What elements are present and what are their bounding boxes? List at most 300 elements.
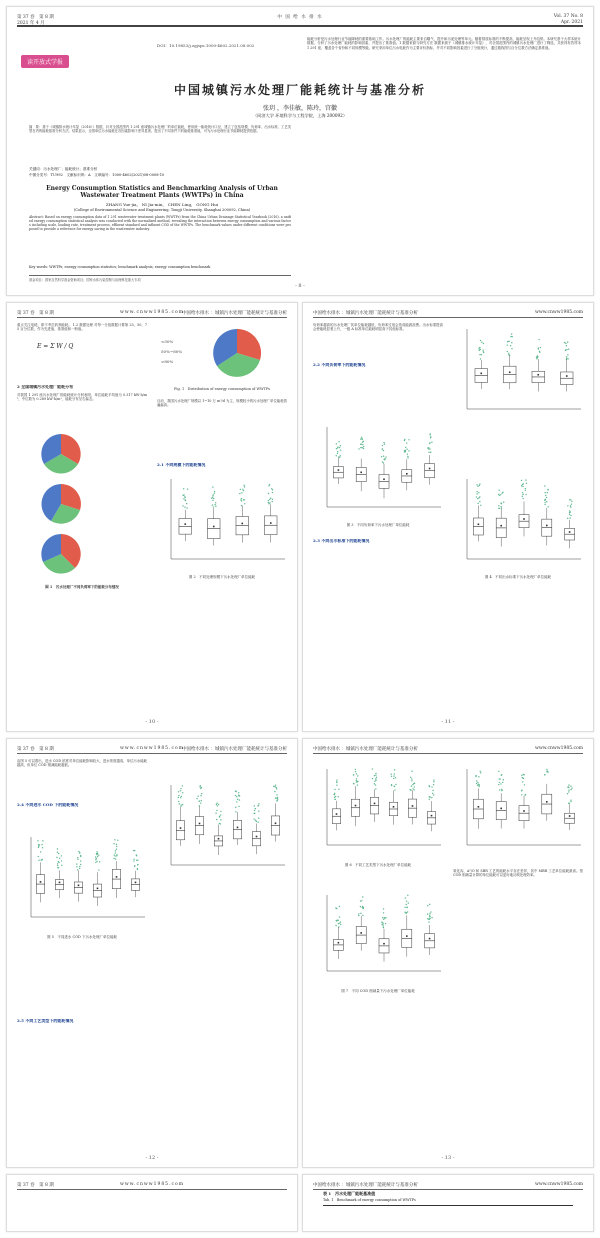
outlier-point (244, 503, 245, 504)
outlier-point (336, 448, 337, 449)
mean-marker (480, 373, 482, 375)
boxplot-figure-3b (453, 323, 585, 423)
outlier-point (339, 916, 340, 917)
outlier-point (276, 794, 277, 795)
pie-legend-item: >80% (161, 359, 174, 364)
outlier-point (238, 792, 239, 793)
outlier-point (57, 863, 58, 864)
header-volume: 第 37 卷 第 8 期 (17, 1183, 54, 1188)
outlier-point (482, 349, 483, 350)
outlier-point (180, 806, 181, 807)
outlier-point (356, 782, 357, 783)
outlier-point (507, 351, 508, 352)
outlier-point (137, 860, 138, 861)
outlier-point (61, 860, 62, 861)
outlier-point (241, 505, 242, 506)
outlier-point (116, 846, 117, 847)
outlier-point (136, 860, 137, 861)
outlier-point (405, 447, 406, 448)
outlier-point (544, 502, 545, 503)
outlier-point (429, 799, 430, 800)
outlier-point (375, 784, 376, 785)
outlier-point (477, 782, 478, 783)
outlier-point (430, 436, 431, 437)
outlier-point (216, 804, 217, 805)
outlier-point (217, 805, 218, 806)
outlier-point (394, 789, 395, 790)
boxplot-figure-5 (17, 831, 149, 931)
outlier-point (340, 921, 341, 922)
mean-marker (429, 938, 431, 940)
outlier-point (241, 498, 242, 499)
outlier-point (199, 800, 200, 801)
outlier-point (338, 789, 339, 790)
outlier-point (276, 788, 277, 789)
outlier-point (407, 454, 408, 455)
outlier-point (523, 774, 524, 775)
outlier-point (521, 480, 522, 481)
outlier-point (405, 897, 406, 898)
outlier-point (180, 797, 181, 798)
body-text: 氧化沟、A²/O 和 SBR 工艺的能耗水平存在差异，其中 MBR 工艺单位能耗最高。按 COD 削减量计算的单位能耗可以更好地反映处理效率。 (453, 869, 583, 878)
mean-marker (78, 885, 80, 887)
pie-chart-1 (41, 434, 80, 473)
outlier-point (183, 494, 184, 495)
mean-marker (429, 468, 431, 470)
outlier-point (498, 784, 499, 785)
outlier-point (182, 505, 183, 506)
outlier-point (272, 489, 273, 490)
outlier-point (431, 917, 432, 918)
mean-marker (523, 810, 525, 812)
mean-marker (500, 808, 502, 810)
outlier-point (244, 486, 245, 487)
mean-marker (546, 525, 548, 527)
outlier-point (499, 782, 500, 783)
outlier-point (334, 799, 335, 800)
outlier-point (568, 784, 569, 785)
outlier-point (476, 491, 477, 492)
outlier-point (214, 504, 215, 505)
outlier-point (404, 907, 405, 908)
outlier-point (569, 514, 570, 515)
outlier-point (544, 504, 545, 505)
mean-marker (523, 518, 525, 520)
outlier-point (180, 788, 181, 789)
subsection-heading: 2.1 不同规模下的能耗情况 (157, 463, 206, 467)
outlier-point (235, 790, 236, 791)
outlier-point (184, 506, 185, 507)
outlier-point (429, 915, 430, 916)
outlier-point (116, 844, 117, 845)
outlier-point (268, 500, 269, 501)
mean-marker (270, 522, 272, 524)
figure-caption: 图 4 不同出水标准下污水处理厂单位能耗 (484, 575, 552, 579)
subsection-heading: 2.2 不同负荷率下的能耗情况 (313, 363, 366, 367)
outlier-point (356, 778, 357, 779)
pie-chart-large (157, 323, 287, 383)
outlier-point (501, 775, 502, 776)
outlier-point (483, 343, 484, 344)
outlier-point (476, 496, 477, 497)
journal-url[interactable]: www.cnww1985.com (120, 1182, 184, 1187)
outlier-point (383, 927, 384, 928)
outlier-point (268, 493, 269, 494)
outlier-point (187, 488, 188, 489)
mean-marker (97, 888, 99, 890)
mean-marker (383, 478, 385, 480)
keywords-en: Key words: WWTPs; energy consumption statistics; benchmark analysis; energy consumption benchmark (29, 265, 211, 269)
subsection-heading: 2.4 不同进水 COD 下的能耗情况 (17, 803, 79, 807)
outlier-point (80, 860, 81, 861)
outlier-point (179, 803, 180, 804)
outlier-point (522, 484, 523, 485)
outlier-point (376, 777, 377, 778)
outlier-point (115, 850, 116, 851)
mean-marker (336, 813, 338, 815)
page-header (17, 1181, 287, 1190)
outlier-point (353, 774, 354, 775)
header-date: 2021 年 4 月 (17, 21, 45, 26)
figure-caption: 图 6 不同工艺类型下污水处理厂单位能耗 (344, 863, 412, 867)
outlier-point (571, 501, 572, 502)
outlier-point (381, 924, 382, 925)
outlier-point (220, 814, 221, 815)
outlier-point (571, 787, 572, 788)
outlier-point (570, 799, 571, 800)
outlier-point (538, 348, 539, 349)
outlier-point (570, 789, 571, 790)
outlier-point (360, 447, 361, 448)
outlier-point (431, 786, 432, 787)
affiliation-cn: （同济大学 环境科学与工程学院，上海 200092） (252, 113, 348, 118)
outlier-point (412, 784, 413, 785)
figure-1-caption: 图 1 污水处理厂不同负荷率下的能耗分布情况 (45, 585, 119, 589)
outlier-point (566, 345, 567, 346)
outlier-point (114, 839, 115, 840)
outlier-point (340, 455, 341, 456)
outlier-point (216, 803, 217, 804)
outlier-point (476, 783, 477, 784)
outlier-point (498, 508, 499, 509)
outlier-point (375, 780, 376, 781)
outlier-point (235, 807, 236, 808)
journal-url[interactable]: www.cnww1985.com (535, 1182, 583, 1187)
outlier-point (408, 450, 409, 451)
outlier-point (273, 786, 274, 787)
outlier-point (115, 852, 116, 853)
outlier-point (275, 797, 276, 798)
outlier-point (547, 489, 548, 490)
outlier-point (540, 347, 541, 348)
outlier-point (180, 804, 181, 805)
header-title: 中国给水排水 ：城镇污水处理厂能耗统计与基准分析 (313, 311, 418, 316)
outlier-point (507, 341, 508, 342)
journal-url[interactable]: www.cnww1985.com (535, 746, 583, 751)
outlier-point (336, 785, 337, 786)
outlier-point (42, 840, 43, 841)
page-header (17, 745, 287, 754)
outlier-point (59, 857, 60, 858)
outlier-point (360, 444, 361, 445)
outlier-point (407, 911, 408, 912)
mean-marker (569, 531, 571, 533)
outlier-point (522, 486, 523, 487)
outlier-point (374, 783, 375, 784)
outlier-point (508, 354, 509, 355)
outlier-point (429, 916, 430, 917)
outlier-point (254, 810, 255, 811)
outlier-point (254, 805, 255, 806)
outlier-point (95, 862, 96, 863)
mean-marker (338, 942, 340, 944)
outlier-point (212, 500, 213, 501)
outlier-point (568, 791, 569, 792)
outlier-point (334, 794, 335, 795)
outlier-point (375, 773, 376, 774)
outlier-point (235, 795, 236, 796)
header-title: 中国给水排水 ：城镇污水处理厂能耗统计与基准分析 (313, 1183, 418, 1188)
page-13 (302, 738, 594, 1168)
outlier-point (385, 923, 386, 924)
outlier-point (539, 351, 540, 352)
mean-marker (500, 525, 502, 527)
outlier-point (404, 440, 405, 441)
outlier-point (499, 789, 500, 790)
mean-marker (275, 822, 277, 824)
outlier-point (277, 798, 278, 799)
outlier-point (525, 488, 526, 489)
journal-url[interactable]: www.cnww1985.com (120, 310, 184, 315)
header-title: 中国给水排水 ：城镇污水处理厂能耗统计与基准分析 (182, 747, 287, 752)
body-text: 由图 5 可以看出，进水 COD 浓度对单位能耗影响较大，进水浓度越高，单位污水能耗越高，但单位 COD 削减能耗越低。 (17, 759, 147, 768)
outlier-point (538, 339, 539, 340)
outlier-point (567, 505, 568, 506)
outlier-point (216, 819, 217, 820)
outlier-point (96, 851, 97, 852)
page-1 (6, 6, 594, 296)
outlier-point (429, 918, 430, 919)
outlier-point (115, 858, 116, 859)
outlier-point (570, 499, 571, 500)
outlier-point (268, 485, 269, 486)
outlier-point (522, 496, 523, 497)
outlier-point (406, 904, 407, 905)
section-heading: 2 全国城镇污水处理厂能耗分布 (17, 385, 74, 389)
page-number: - 10 - (145, 719, 159, 725)
outlier-point (113, 843, 114, 844)
outlier-point (277, 797, 278, 798)
body-text: 重点关注电耗，即不考虑药剂能耗。 1.2 数据处理 对每一分组数据计算第 25、50、75 百分位数，作为先进值、基准值和一般值。 (17, 323, 147, 332)
pie-chart-3 (41, 534, 80, 574)
mean-marker (199, 823, 201, 825)
outlier-point (340, 449, 341, 450)
outlier-point (214, 491, 215, 492)
mean-marker (40, 881, 42, 883)
outlier-point (338, 923, 339, 924)
outlier-point (201, 800, 202, 801)
outlier-point (360, 913, 361, 914)
outlier-point (214, 492, 215, 493)
outlier-point (480, 771, 481, 772)
mean-marker (116, 876, 118, 878)
outlier-point (383, 919, 384, 920)
mean-marker (374, 803, 376, 805)
outlier-point (375, 778, 376, 779)
page-number: - 13 - (441, 1155, 455, 1161)
outlier-point (428, 785, 429, 786)
outlier-point (243, 485, 244, 486)
outlier-point (522, 777, 523, 778)
outlier-point (134, 866, 135, 867)
outlier-point (374, 775, 375, 776)
outlier-point (567, 354, 568, 355)
outlier-point (406, 442, 407, 443)
outlier-point (196, 798, 197, 799)
outlier-point (382, 445, 383, 446)
outlier-point (479, 354, 480, 355)
outlier-point (357, 775, 358, 776)
outlier-point (339, 447, 340, 448)
outlier-point (566, 349, 567, 350)
outlier-point (358, 913, 359, 914)
figure-caption: 图 2 不同处理规模下污水处理厂单位能耗 (188, 575, 256, 579)
header-date-en: Apr. 2021 (560, 20, 583, 25)
outlier-point (522, 494, 523, 495)
doi[interactable]: DOI：10.19853/j.zgjsps.1000-4602.2021.08.002 (157, 43, 255, 48)
outlier-point (383, 925, 384, 926)
outlier-point (479, 347, 480, 348)
outlier-point (483, 352, 484, 353)
outlier-point (429, 904, 430, 905)
outlier-point (546, 769, 547, 770)
outlier-point (525, 479, 526, 480)
outlier-point (336, 455, 337, 456)
outlier-point (114, 854, 115, 855)
outlier-point (200, 785, 201, 786)
outlier-point (79, 866, 80, 867)
outlier-point (429, 443, 430, 444)
outlier-point (477, 785, 478, 786)
outlier-point (220, 811, 221, 812)
outlier-point (433, 794, 434, 795)
outlier-point (218, 804, 219, 805)
outlier-point (481, 354, 482, 355)
outlier-point (525, 794, 526, 795)
outlier-point (430, 452, 431, 453)
outlier-point (61, 865, 62, 866)
outlier-point (431, 797, 432, 798)
pie-chart-2 (42, 484, 81, 524)
header-title: 中国给水排水 ：城镇污水处理厂能耗统计与基准分析 (313, 747, 418, 752)
paper-title-en: Energy Consumption Statistics and Benchmarking Analysis of Urban Wastewater Treatment Plants (WWTPs) in China (46, 185, 278, 199)
outlier-point (567, 341, 568, 342)
journal-url[interactable]: www.cnww1985.com (535, 310, 583, 315)
outlier-point (211, 497, 212, 498)
outlier-point (360, 438, 361, 439)
outlier-point (362, 444, 363, 445)
mean-marker (180, 827, 182, 829)
outlier-point (57, 865, 58, 866)
outlier-point (219, 816, 220, 817)
page-15 (302, 1174, 594, 1232)
subsection-heading: 2.3 不同出水标准下的能耗情况 (313, 539, 370, 543)
outlier-point (477, 498, 478, 499)
outlier-point (383, 450, 384, 451)
outlier-point (80, 855, 81, 856)
outlier-point (184, 497, 185, 498)
outlier-point (383, 912, 384, 913)
outlier-point (360, 900, 361, 901)
outlier-point (526, 482, 527, 483)
outlier-point (480, 358, 481, 359)
body-text-right-column: 能耗分析是污水处理行业节能降耗的重要基础工作。污水处理厂的能耗主要来自曝气、提升和污泥处理等单元。随着排放标准的不断提高，能耗呈现上升趋势。本研究基于大样本统计数据，分析了污水处理厂能耗的影响因素，并提出了基准值。1 数据来源与研究方法 数据来源于《城镇排水统计年鉴》，对全国范围内的城镇污水处理厂进行了筛选，共获得有效样本 1 291 座，覆盖各个省份和不同规模等级。研究采用单位污水电耗作为主要评价指标，并对不同影响因素进行了分组统计，通过箱线图与百分位数方法确定基准值。 (307, 37, 581, 50)
outlier-point (178, 797, 179, 798)
outlier-point (181, 796, 182, 797)
outlier-point (182, 792, 183, 793)
outlier-point (337, 451, 338, 452)
outlier-point (242, 489, 243, 490)
figure-caption: 图 7 不同 COD 削减量下污水处理厂单位能耗 (341, 989, 415, 993)
mean-marker (237, 827, 239, 829)
outlier-point (478, 776, 479, 777)
outlier-point (547, 492, 548, 493)
mean-marker (184, 523, 186, 525)
outlier-point (79, 852, 80, 853)
mean-marker (478, 523, 480, 525)
outlier-point (80, 864, 81, 865)
mean-marker (256, 836, 258, 838)
outlier-point (336, 781, 337, 782)
outlier-point (511, 348, 512, 349)
outlier-point (410, 777, 411, 778)
outlier-point (200, 788, 201, 789)
outlier-point (77, 859, 78, 860)
outlier-point (430, 911, 431, 912)
outlier-point (361, 437, 362, 438)
outlier-point (544, 774, 545, 775)
page-header (313, 745, 583, 754)
outlier-point (521, 485, 522, 486)
outlier-point (390, 774, 391, 775)
page-11 (302, 302, 594, 732)
mean-marker (241, 523, 243, 525)
outlier-point (335, 796, 336, 797)
outlier-point (384, 917, 385, 918)
header-title: 中国给水排水 ：城镇污水处理厂能耗统计与基准分析 (182, 311, 287, 316)
outlier-point (525, 494, 526, 495)
journal-url[interactable]: www.cnww1985.com (120, 746, 184, 751)
outlier-point (385, 456, 386, 457)
outlier-point (413, 789, 414, 790)
outlier-point (40, 851, 41, 852)
outlier-point (137, 868, 138, 869)
boxplot-figure-5b (157, 779, 289, 879)
outlier-point (201, 793, 202, 794)
outlier-point (382, 917, 383, 918)
outlier-point (391, 784, 392, 785)
outlier-point (428, 452, 429, 453)
outlier-point (363, 907, 364, 908)
outlier-point (508, 353, 509, 354)
outlier-point (382, 448, 383, 449)
outlier-point (501, 790, 502, 791)
outlier-point (277, 800, 278, 801)
outlier-point (213, 506, 214, 507)
outlier-point (475, 775, 476, 776)
outlier-point (564, 342, 565, 343)
page-10 (6, 302, 298, 732)
